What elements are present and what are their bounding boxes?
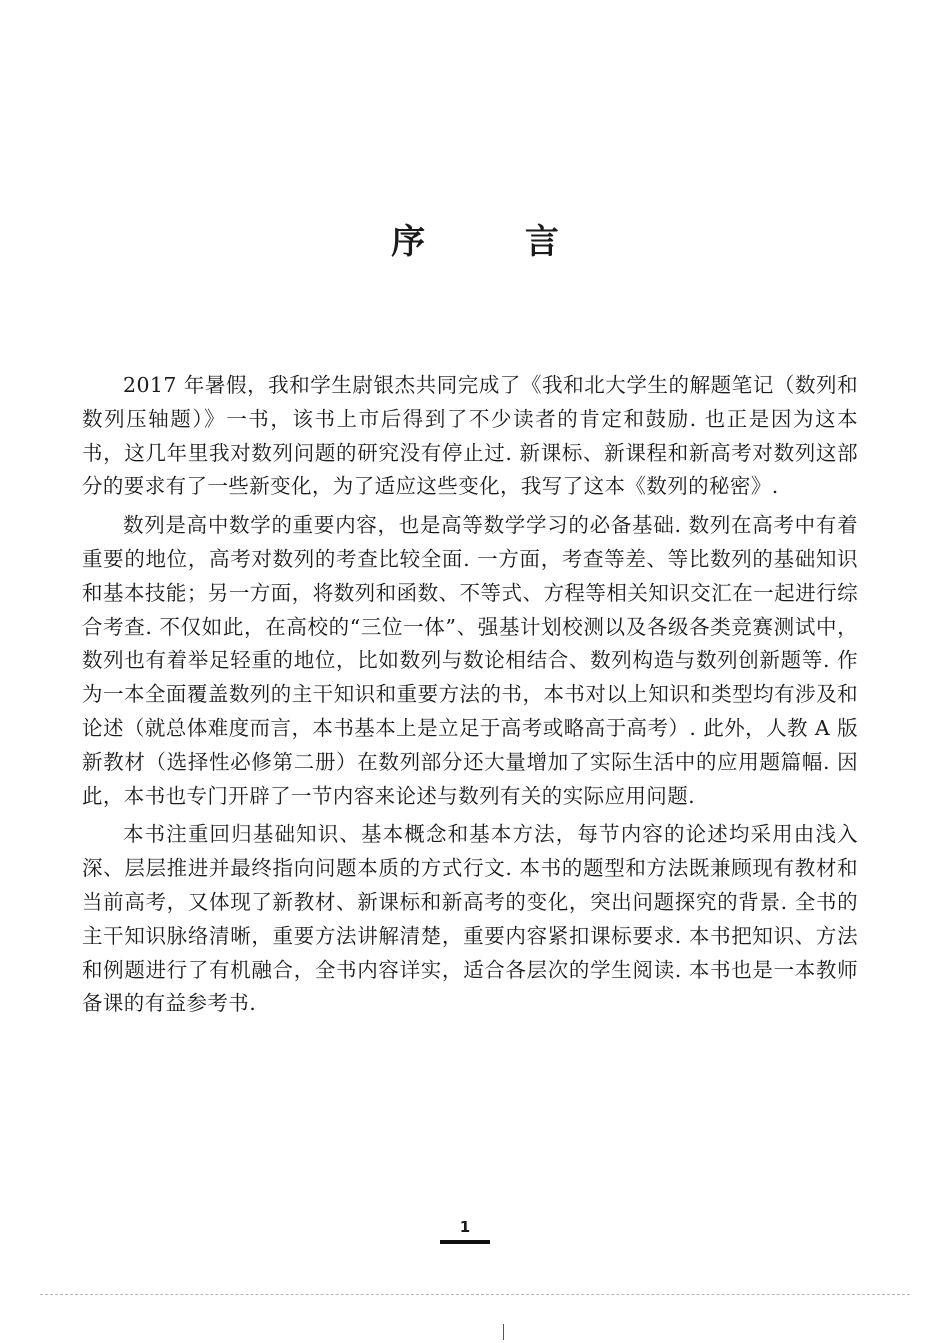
preface-body	[82, 369, 858, 1026]
scan-tick-mark	[503, 1324, 504, 1340]
paragraph-3: 本书注重回归基础知识、基本概念和基本方法，每节内容的论述均采用由浅入深、层层推进并最终指向问题本质的方式行文. 本书的题型和方法既兼顾现有教材和当前高考，又体现了新教材、新课标和新高考的变化，突出问题探究的背景. 全书的主干知识脉络清晰，重要方法讲解清楚，重要内容紧扣课标要求. 本书把知识、方法和例题进行了有机融合，全书内容详实，适合各层次的学生阅读. 本书也是一本教师备课的有益参考书.	[82, 822, 858, 1016]
page-number-rule	[440, 1240, 490, 1244]
paragraph-2: 数列是高中数学的重要内容，也是高等数学学习的必备基础. 数列在高考中有着重要的地位，高考对数列的考查比较全面. 一方面，考查等差、等比数列的基础知识和基本技能；另一方面，将数列和函数、不等式、方程等相关知识交汇在一起进行综合考查. 不仅如此，在高校的“三位一体”、强基计划校测以及各级各类竞赛测试中，数列也有着举足轻重的地位，比如数列与数论相结合、数列构造与数列创新题等. 作为一本全面覆盖数列的主干知识和重要方法的书，本书对以上知识和类型均有涉及和论述（就总体难度而言，本书基本上是立足于高考或略高于高考）. 此外，人教 A 版新教材（选择性必修第二册）在数列部分还大量增加了实际生活中的应用题篇幅. 因此，本书也专门开辟了一节内容来论述与数列有关的实际应用问题.	[82, 513, 858, 808]
paragraph-1: 2017 年暑假，我和学生尉银杰共同完成了《我和北大学生的解题笔记（数列和数列压轴题）》一书，该书上市后得到了不少读者的肯定和鼓励. 也正是因为这本书，这几年里我对数列问题的研究没有停止过. 新课标、新课程和新高考对数列这部分的要求有了一些新变化，为了适应这些变化，我写了这本《数列的秘密》.	[82, 373, 858, 499]
page-number: 1	[459, 1218, 471, 1236]
scan-edge-line	[40, 1294, 910, 1295]
page-title: 序 言	[391, 222, 603, 262]
